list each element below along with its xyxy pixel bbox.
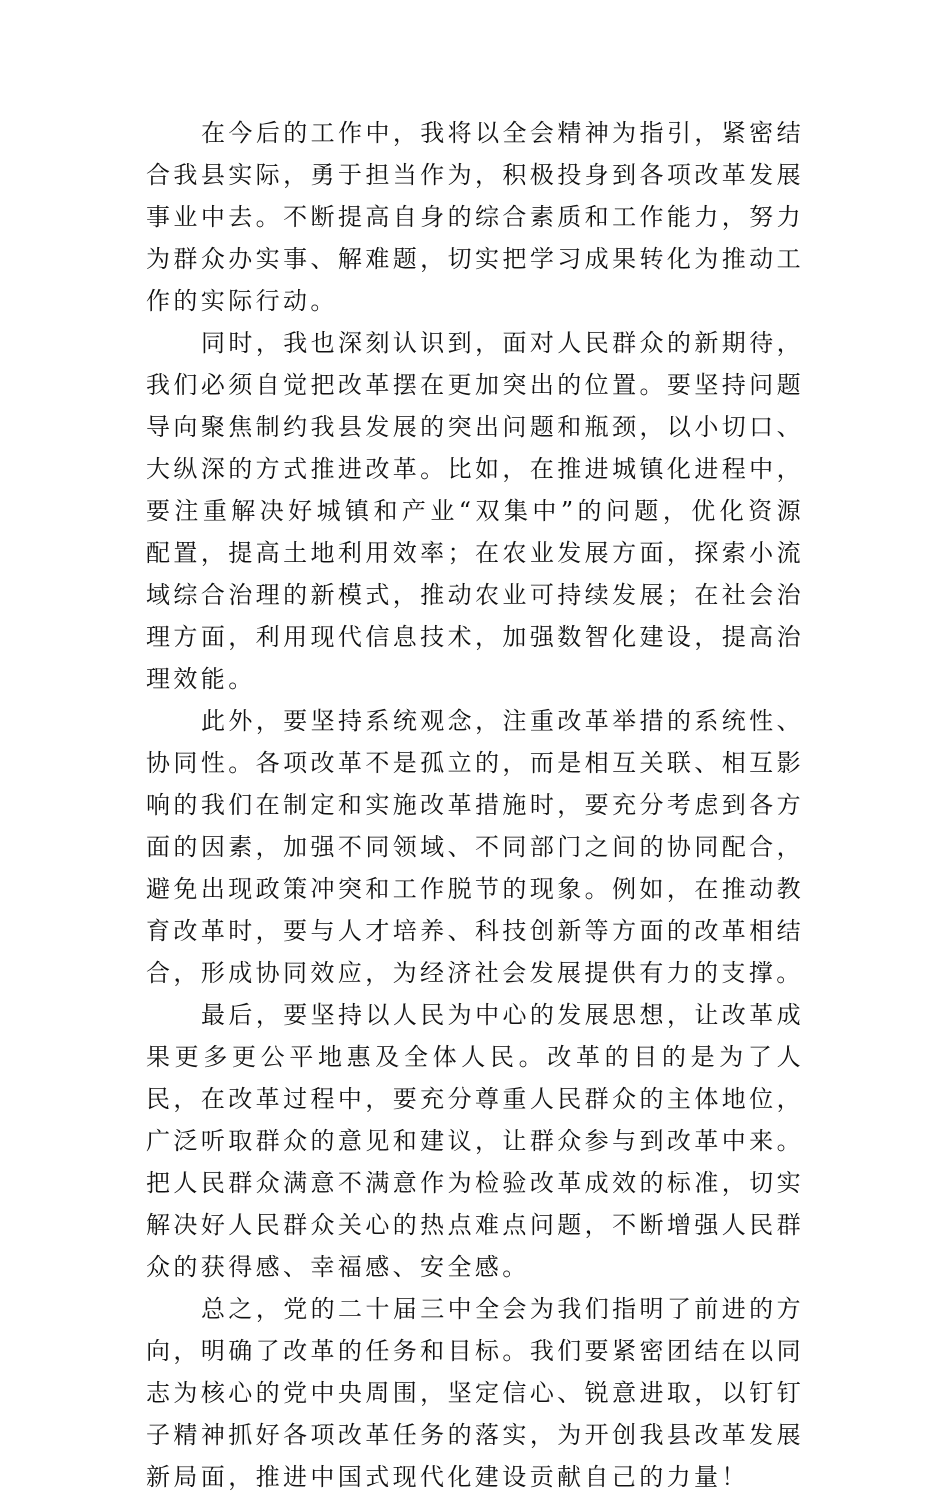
paragraph-2: 同时，我也深刻认识到，面对人民群众的新期待，我们必须自觉把改革摆在更加突出的位置。要坚持问题导向聚焦制约我县发展的突出问题和瓶颈，以小切口、大纵深的方式推进改革。比如，在推进城镇化进程中，要注重解决好城镇和产业“双集中”的问题，优化资源配置，提高土地利用效率；在农业发展方面，探索小流域综合治理的新模式，推动农业可持续发展；在社会治理方面，利用现代信息技术，加强数智化建设，提高治理效能。 (146, 329, 804, 693)
paragraph-3: 此外，要坚持系统观念，注重改革举措的系统性、协同性。各项改革不是孤立的，而是相互关联、相互影响的我们在制定和实施改革措施时，要充分考虑到各方面的因素，加强不同领域、不同部门之间的协同配合，避免出现政策冲突和工作脱节的现象。例如，在推动教育改革时，要与人才培养、科技创新等方面的改革相结合，形成协同效应，为经济社会发展提供有力的支撑。 (146, 707, 804, 987)
paragraph-5: 总之，党的二十届三中全会为我们指明了前进的方向，明确了改革的任务和目标。我们要紧密团结在以同志为核心的党中央周围，坚定信心、锐意进取，以钉钉子精神抓好各项改革任务的落实，为开创我县改革发展新局面，推进中国式现代化建设贡献自己的力量！ (146, 1295, 804, 1491)
paragraph-1: 在今后的工作中，我将以全会精神为指引，紧密结合我县实际，勇于担当作为，积极投身到各项改革发展事业中去。不断提高自身的综合素质和工作能力，努力为群众办实事、解难题，切实把学习成果转化为推动工作的实际行动。 (146, 119, 804, 315)
paragraph-4: 最后，要坚持以人民为中心的发展思想，让改革成果更多更公平地惠及全体人民。改革的目的是为了人民，在改革过程中，要充分尊重人民群众的主体地位，广泛听取群众的意见和建议，让群众参与到改革中来。把人民群众满意不满意作为检验改革成效的标准，切实解决好人民群众关心的热点难点问题，不断增强人民群众的获得感、幸福感、安全感。 (146, 1001, 804, 1281)
document-body (146, 112, 804, 1498)
